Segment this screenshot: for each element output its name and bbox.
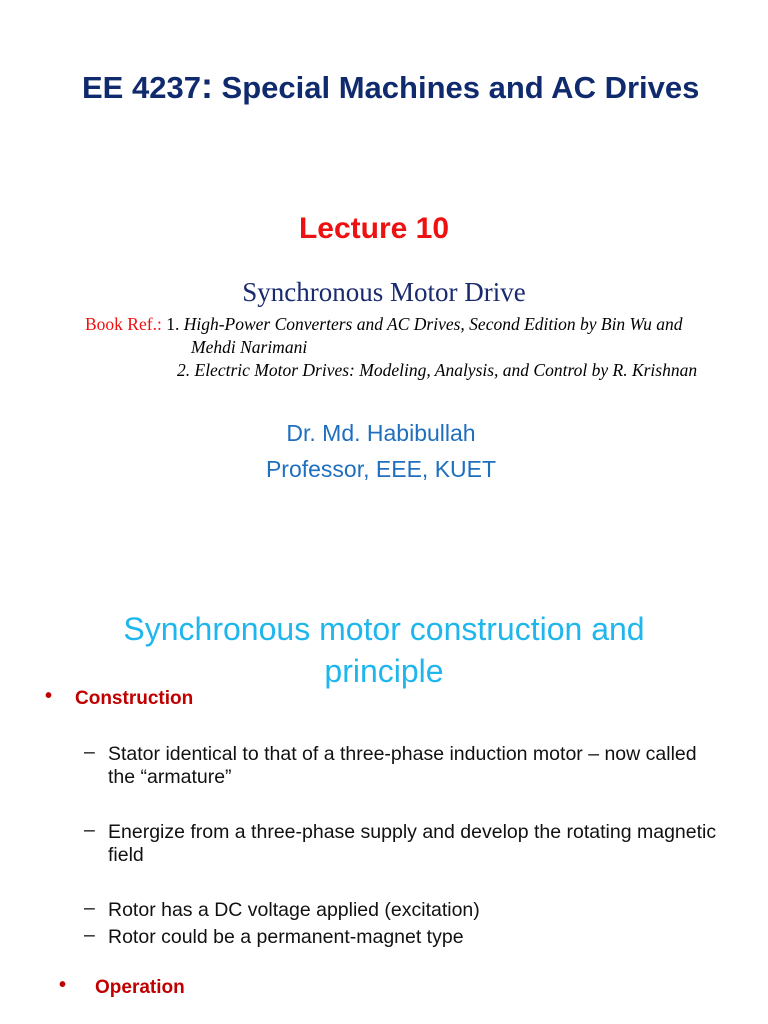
course-title-colon: :	[200, 65, 213, 106]
sub-item-text: Rotor could be a permanent-magnet type	[108, 926, 464, 948]
dash-marker: –	[84, 924, 95, 946]
lecture-number: Lecture 10	[298, 212, 450, 245]
sub-item	[84, 741, 728, 789]
slide-title-line2: principle	[324, 653, 444, 689]
dash-marker: –	[84, 741, 95, 763]
slide-title	[0, 608, 768, 692]
sub-item	[84, 924, 728, 949]
sub-item-text: Energize from a three-phase supply and develop the rotating magnetic field	[108, 821, 717, 866]
book-ref-1-continuation: Mehdi Narimani	[191, 337, 308, 357]
dash-marker: –	[84, 819, 95, 841]
bullet-operation-label: Operation	[95, 977, 185, 998]
sub-item-text: Rotor has a DC voltage applied (excitation)	[108, 899, 480, 921]
author-block	[0, 415, 762, 487]
book-ref-label: Book Ref.:	[85, 314, 162, 334]
book-ref-1-text: High-Power Converters and AC Drives, Second Edition by Bin Wu and	[183, 314, 683, 334]
bullet-construction-label: Construction	[75, 688, 194, 709]
bullet-dot: •	[59, 974, 67, 996]
author-name: Dr. Md. Habibullah	[286, 420, 476, 446]
course-code: EE 4237	[82, 70, 201, 105]
slide-title-line1: Synchronous motor construction and	[123, 611, 645, 647]
course-name: Special Machines and AC Drives	[212, 70, 700, 105]
bullet-dot: •	[45, 685, 53, 707]
book-ref-1-number: 1.	[161, 314, 184, 334]
sub-item	[84, 819, 728, 867]
author-title: Professor, EEE, KUET	[265, 456, 497, 482]
sub-item-text: Stator identical to that of a three-phase induction motor – now called the “armature”	[108, 743, 697, 788]
book-ref-line1	[85, 313, 683, 336]
bullet-operation	[59, 974, 185, 999]
dash-marker: –	[84, 897, 95, 919]
course-title	[82, 65, 700, 106]
bullet-construction	[45, 685, 194, 710]
sub-item	[84, 897, 728, 922]
book-ref-2: 2. Electric Motor Drives: Modeling, Analysis, and Control by R. Krishnan	[177, 360, 698, 380]
lecture-topic: Synchronous Motor Drive	[242, 277, 526, 307]
